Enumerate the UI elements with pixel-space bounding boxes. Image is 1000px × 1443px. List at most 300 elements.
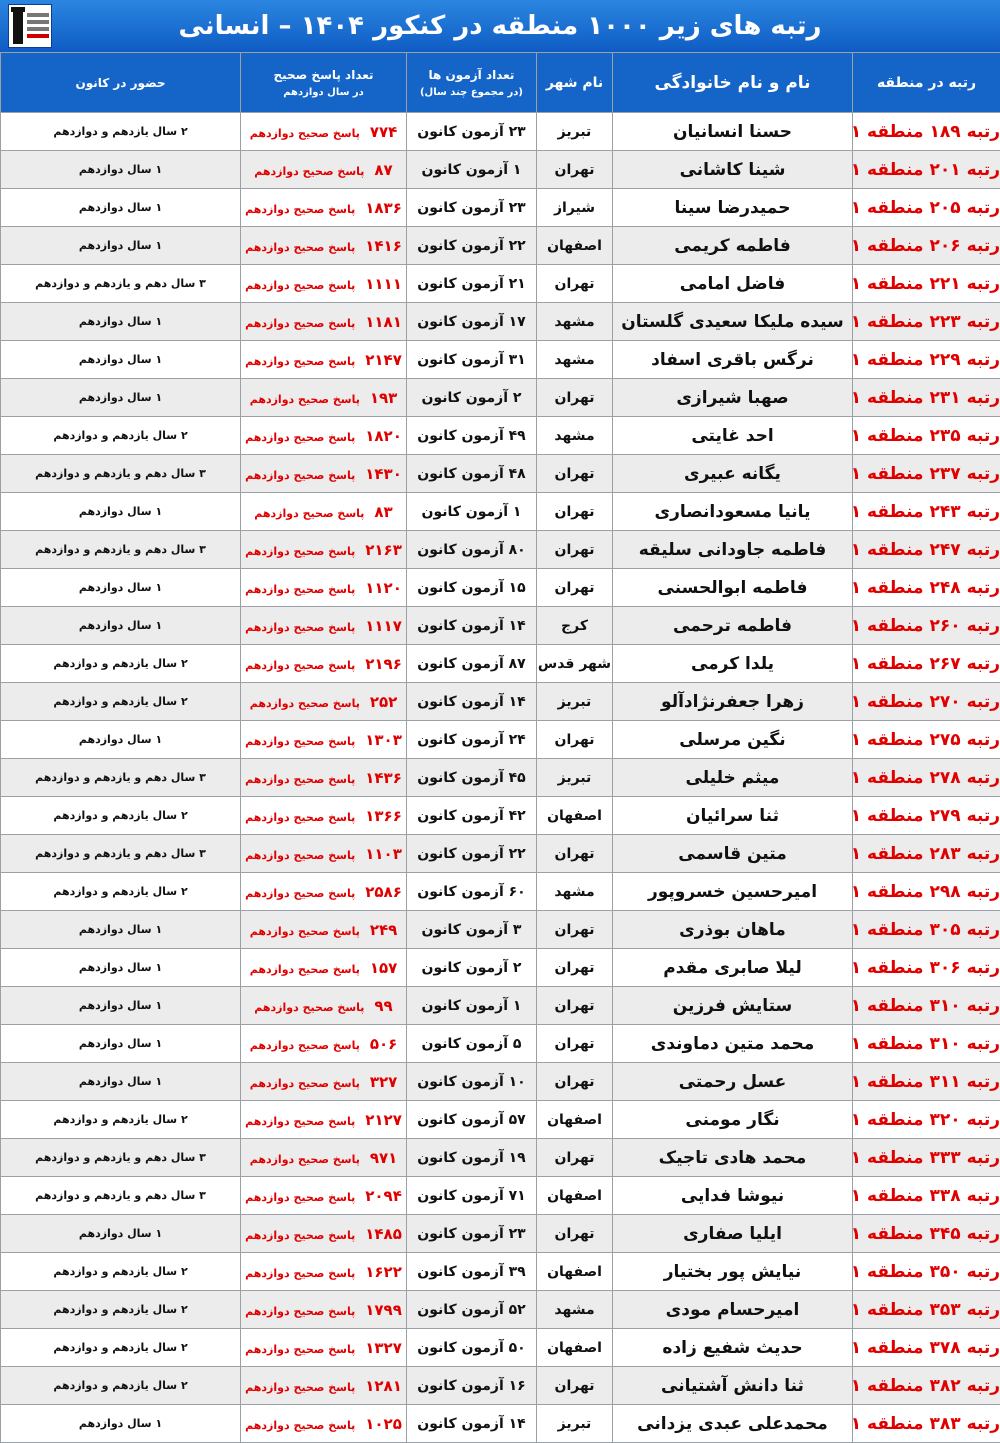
rank-cell: رتبه ۳۵۳ منطقه ۱ xyxy=(853,1291,1000,1329)
answers-count: ۲۱۶۳ xyxy=(365,541,402,559)
answers-label: پاسخ صحیح دوازدهم xyxy=(250,925,360,938)
answers-cell xyxy=(241,1291,407,1329)
city-cell: تهران xyxy=(537,493,613,531)
exams-cell: ۸۰ آزمون کانون xyxy=(407,531,537,569)
rank-cell: رتبه ۳۷۸ منطقه ۱ xyxy=(853,1329,1000,1367)
name-cell: نیوشا فدایی xyxy=(613,1177,853,1215)
city-cell: تهران xyxy=(537,721,613,759)
name-cell: محمدعلی عبدی یزدانی xyxy=(613,1405,853,1443)
answers-cell xyxy=(241,645,407,683)
presence-cell: ۱ سال دوازدهم xyxy=(1,493,241,531)
answers-count: ۱۲۸۱ xyxy=(365,1377,402,1395)
answers-count: ۱۱۰۳ xyxy=(365,845,402,863)
answers-count: ۹۹ xyxy=(374,997,392,1015)
presence-cell: ۱ سال دوازدهم xyxy=(1,1063,241,1101)
presence-cell: ۱ سال دوازدهم xyxy=(1,607,241,645)
table-row xyxy=(1,1139,1000,1177)
answers-label: پاسخ صحیح دوازدهم xyxy=(245,1343,355,1356)
header-rank: رتبه در منطقه xyxy=(853,53,1000,113)
name-cell: متین قاسمی xyxy=(613,835,853,873)
exams-cell: ۲۳ آزمون کانون xyxy=(407,189,537,227)
table-row xyxy=(1,873,1000,911)
city-cell: اصفهان xyxy=(537,1101,613,1139)
logo-figure xyxy=(13,10,23,44)
name-cell: محمد هادی تاجیک xyxy=(613,1139,853,1177)
exams-cell: ۲۳ آزمون کانون xyxy=(407,1215,537,1253)
answers-label: پاسخ صحیح دوازدهم xyxy=(245,545,355,558)
answers-count: ۱۱۲۰ xyxy=(365,579,402,597)
header-answers-sub: در سال دوازدهم xyxy=(241,85,406,101)
rank-cell: رتبه ۳۴۵ منطقه ۱ xyxy=(853,1215,1000,1253)
presence-cell: ۱ سال دوازدهم xyxy=(1,151,241,189)
name-cell: عسل رحمتی xyxy=(613,1063,853,1101)
answers-cell xyxy=(241,721,407,759)
rank-cell: رتبه ۳۲۰ منطقه ۱ xyxy=(853,1101,1000,1139)
exams-cell: ۱۴ آزمون کانون xyxy=(407,1405,537,1443)
answers-label: پاسخ صحیح دوازدهم xyxy=(250,127,360,140)
answers-label: پاسخ صحیح دوازدهم xyxy=(245,203,355,216)
presence-cell: ۳ سال دهم و یازدهم و دوازدهم xyxy=(1,531,241,569)
name-cell: یلدا کرمی xyxy=(613,645,853,683)
answers-label: پاسخ صحیح دوازدهم xyxy=(254,1001,364,1014)
rank-cell: رتبه ۲۲۹ منطقه ۱ xyxy=(853,341,1000,379)
city-cell: مشهد xyxy=(537,417,613,455)
table-row xyxy=(1,645,1000,683)
exams-cell: ۱ آزمون کانون xyxy=(407,987,537,1025)
presence-cell: ۱ سال دوازدهم xyxy=(1,949,241,987)
name-cell: فاطمه ترحمی xyxy=(613,607,853,645)
rank-cell: رتبه ۲۴۷ منطقه ۱ xyxy=(853,531,1000,569)
page-title: رتبه های زیر ۱۰۰۰ منطقه در کنکور ۱۴۰۴ – انسانی xyxy=(179,11,822,41)
exams-cell: ۱۵ آزمون کانون xyxy=(407,569,537,607)
name-cell: احد غایتی xyxy=(613,417,853,455)
rank-cell: رتبه ۲۷۰ منطقه ۱ xyxy=(853,683,1000,721)
city-cell: تبریز xyxy=(537,683,613,721)
table-row xyxy=(1,1405,1000,1443)
city-cell: اصفهان xyxy=(537,1253,613,1291)
name-cell: فاطمه ابوالحسنی xyxy=(613,569,853,607)
city-cell: تبریز xyxy=(537,1405,613,1443)
exams-cell: ۱۴ آزمون کانون xyxy=(407,607,537,645)
exams-cell: ۲۲ آزمون کانون xyxy=(407,227,537,265)
answers-cell xyxy=(241,341,407,379)
table-row xyxy=(1,607,1000,645)
answers-count: ۱۴۳۶ xyxy=(365,769,402,787)
exams-cell: ۲۳ آزمون کانون xyxy=(407,113,537,151)
header-answers xyxy=(241,53,407,113)
exams-cell: ۴۲ آزمون کانون xyxy=(407,797,537,835)
answers-label: پاسخ صحیح دوازدهم xyxy=(245,811,355,824)
presence-cell: ۳ سال دهم و یازدهم و دوازدهم xyxy=(1,759,241,797)
answers-label: پاسخ صحیح دوازدهم xyxy=(245,241,355,254)
table-row xyxy=(1,455,1000,493)
header-presence xyxy=(1,53,241,113)
name-cell: شینا کاشانی xyxy=(613,151,853,189)
answers-label: پاسخ صحیح دوازدهم xyxy=(245,279,355,292)
answers-label: پاسخ صحیح دوازدهم xyxy=(245,735,355,748)
header-presence-label: حضور در کانون xyxy=(1,73,240,93)
table-row xyxy=(1,759,1000,797)
exams-cell: ۴۸ آزمون کانون xyxy=(407,455,537,493)
city-cell: مشهد xyxy=(537,1291,613,1329)
exams-cell: ۱۰ آزمون کانون xyxy=(407,1063,537,1101)
presence-cell: ۲ سال یازدهم و دوازدهم xyxy=(1,873,241,911)
name-cell: ماهان بوذری xyxy=(613,911,853,949)
exams-cell: ۵ آزمون کانون xyxy=(407,1025,537,1063)
table-row xyxy=(1,1101,1000,1139)
name-cell: یانیا مسعودانصاری xyxy=(613,493,853,531)
rank-cell: رتبه ۲۶۷ منطقه ۱ xyxy=(853,645,1000,683)
rank-cell: رتبه ۱۸۹ منطقه ۱ xyxy=(853,113,1000,151)
answers-label: پاسخ صحیح دوازدهم xyxy=(250,393,360,406)
presence-cell: ۱ سال دوازدهم xyxy=(1,1215,241,1253)
rank-cell: رتبه ۳۱۱ منطقه ۱ xyxy=(853,1063,1000,1101)
table-row xyxy=(1,1063,1000,1101)
presence-cell: ۲ سال یازدهم و دوازدهم xyxy=(1,1253,241,1291)
table-row xyxy=(1,1329,1000,1367)
answers-count: ۲۵۲ xyxy=(370,693,397,711)
answers-cell xyxy=(241,227,407,265)
presence-cell: ۱ سال دوازدهم xyxy=(1,227,241,265)
answers-count: ۱۱۱۱ xyxy=(365,275,402,293)
answers-label: پاسخ صحیح دوازدهم xyxy=(245,583,355,596)
rank-cell: رتبه ۲۲۳ منطقه ۱ xyxy=(853,303,1000,341)
rank-cell: رتبه ۳۸۳ منطقه ۱ xyxy=(853,1405,1000,1443)
answers-count: ۱۸۲۰ xyxy=(365,427,402,445)
city-cell: تهران xyxy=(537,1063,613,1101)
name-cell: نگار مومنی xyxy=(613,1101,853,1139)
city-cell: تهران xyxy=(537,455,613,493)
presence-cell: ۲ سال یازدهم و دوازدهم xyxy=(1,113,241,151)
name-cell: حسنا انسانیان xyxy=(613,113,853,151)
rank-cell: رتبه ۳۳۸ منطقه ۱ xyxy=(853,1177,1000,1215)
answers-cell xyxy=(241,797,407,835)
answers-count: ۷۷۴ xyxy=(370,123,397,141)
rank-cell: رتبه ۲۷۹ منطقه ۱ xyxy=(853,797,1000,835)
answers-cell xyxy=(241,607,407,645)
table-row xyxy=(1,797,1000,835)
city-cell: تهران xyxy=(537,379,613,417)
exams-cell: ۱۶ آزمون کانون xyxy=(407,1367,537,1405)
table-row xyxy=(1,911,1000,949)
presence-cell: ۳ سال دهم و یازدهم و دوازدهم xyxy=(1,1139,241,1177)
city-cell: تهران xyxy=(537,949,613,987)
answers-count: ۱۶۲۲ xyxy=(365,1263,402,1281)
city-cell: مشهد xyxy=(537,873,613,911)
answers-cell xyxy=(241,1329,407,1367)
table-row xyxy=(1,417,1000,455)
exams-cell: ۱۹ آزمون کانون xyxy=(407,1139,537,1177)
table-row xyxy=(1,531,1000,569)
city-cell: تهران xyxy=(537,911,613,949)
exams-cell: ۵۰ آزمون کانون xyxy=(407,1329,537,1367)
answers-cell xyxy=(241,303,407,341)
rank-cell: رتبه ۲۲۱ منطقه ۱ xyxy=(853,265,1000,303)
presence-cell: ۱ سال دوازدهم xyxy=(1,1025,241,1063)
answers-cell xyxy=(241,987,407,1025)
answers-cell xyxy=(241,379,407,417)
presence-cell: ۳ سال دهم و یازدهم و دوازدهم xyxy=(1,1177,241,1215)
answers-label: پاسخ صحیح دوازدهم xyxy=(245,1267,355,1280)
table-row xyxy=(1,1291,1000,1329)
presence-cell: ۱ سال دوازدهم xyxy=(1,189,241,227)
rank-cell: رتبه ۳۰۵ منطقه ۱ xyxy=(853,911,1000,949)
answers-count: ۲۵۸۶ xyxy=(365,883,402,901)
presence-cell: ۱ سال دوازدهم xyxy=(1,379,241,417)
answers-cell xyxy=(241,1367,407,1405)
answers-cell xyxy=(241,1101,407,1139)
answers-count: ۱۵۷ xyxy=(370,959,397,977)
city-cell: تهران xyxy=(537,265,613,303)
rank-cell: رتبه ۲۳۱ منطقه ۱ xyxy=(853,379,1000,417)
answers-label: پاسخ صحیح دوازدهم xyxy=(245,1191,355,1204)
answers-cell xyxy=(241,1139,407,1177)
exams-cell: ۲ آزمون کانون xyxy=(407,949,537,987)
name-cell: ثنا دانش آشتیانی xyxy=(613,1367,853,1405)
answers-label: پاسخ صحیح دوازدهم xyxy=(254,165,364,178)
rank-cell: رتبه ۲۶۰ منطقه ۱ xyxy=(853,607,1000,645)
table-row xyxy=(1,341,1000,379)
answers-label: پاسخ صحیح دوازدهم xyxy=(245,849,355,862)
exams-cell: ۲۴ آزمون کانون xyxy=(407,721,537,759)
name-cell: زهرا جعفرنژادآلو xyxy=(613,683,853,721)
city-cell: مشهد xyxy=(537,341,613,379)
answers-count: ۲۱۹۶ xyxy=(365,655,402,673)
presence-cell: ۱ سال دوازدهم xyxy=(1,303,241,341)
exams-cell: ۲ آزمون کانون xyxy=(407,379,537,417)
exams-cell: ۲۱ آزمون کانون xyxy=(407,265,537,303)
answers-cell xyxy=(241,493,407,531)
table-row xyxy=(1,1367,1000,1405)
answers-count: ۱۷۹۹ xyxy=(365,1301,402,1319)
table-row xyxy=(1,227,1000,265)
answers-label: پاسخ صحیح دوازدهم xyxy=(245,773,355,786)
presence-cell: ۱ سال دوازدهم xyxy=(1,1405,241,1443)
title-bar xyxy=(0,0,1000,52)
header-exams-label: تعداد آزمون ها xyxy=(407,65,536,85)
name-cell: امیرحسین خسروپور xyxy=(613,873,853,911)
table-row xyxy=(1,683,1000,721)
rank-cell: رتبه ۳۰۶ منطقه ۱ xyxy=(853,949,1000,987)
presence-cell: ۱ سال دوازدهم xyxy=(1,987,241,1025)
answers-cell xyxy=(241,1405,407,1443)
rank-cell: رتبه ۳۳۳ منطقه ۱ xyxy=(853,1139,1000,1177)
answers-label: پاسخ صحیح دوازدهم xyxy=(250,1153,360,1166)
rank-cell: رتبه ۲۷۸ منطقه ۱ xyxy=(853,759,1000,797)
header-row xyxy=(1,53,1000,113)
exams-cell: ۵۷ آزمون کانون xyxy=(407,1101,537,1139)
table-row xyxy=(1,1177,1000,1215)
name-cell: ستایش فرزین xyxy=(613,987,853,1025)
answers-count: ۱۴۱۶ xyxy=(365,237,402,255)
exams-cell: ۳۱ آزمون کانون xyxy=(407,341,537,379)
rank-cell: رتبه ۲۳۷ منطقه ۱ xyxy=(853,455,1000,493)
exams-cell: ۱ آزمون کانون xyxy=(407,151,537,189)
answers-label: پاسخ صحیح دوازدهم xyxy=(250,697,360,710)
answers-label: پاسخ صحیح دوازدهم xyxy=(245,1115,355,1128)
city-cell: شیراز xyxy=(537,189,613,227)
answers-count: ۱۰۲۵ xyxy=(365,1415,402,1433)
presence-cell: ۳ سال دهم و یازدهم و دوازدهم xyxy=(1,455,241,493)
name-cell: ثنا سرائیان xyxy=(613,797,853,835)
answers-label: پاسخ صحیح دوازدهم xyxy=(245,431,355,444)
presence-cell: ۳ سال دهم و یازدهم و دوازدهم xyxy=(1,835,241,873)
answers-count: ۱۸۳۶ xyxy=(365,199,402,217)
answers-count: ۱۱۸۱ xyxy=(365,313,402,331)
answers-label: پاسخ صحیح دوازدهم xyxy=(245,355,355,368)
exams-cell: ۲۲ آزمون کانون xyxy=(407,835,537,873)
answers-cell xyxy=(241,683,407,721)
answers-cell xyxy=(241,911,407,949)
answers-cell xyxy=(241,949,407,987)
presence-cell: ۲ سال یازدهم و دوازدهم xyxy=(1,645,241,683)
city-cell: شهر قدس xyxy=(537,645,613,683)
exams-cell: ۱۴ آزمون کانون xyxy=(407,683,537,721)
rank-cell: رتبه ۲۷۵ منطقه ۱ xyxy=(853,721,1000,759)
city-cell: تهران xyxy=(537,835,613,873)
name-cell: امیرحسام مودی xyxy=(613,1291,853,1329)
rank-cell: رتبه ۳۸۲ منطقه ۱ xyxy=(853,1367,1000,1405)
name-cell: حدیث شفیع زاده xyxy=(613,1329,853,1367)
presence-cell: ۱ سال دوازدهم xyxy=(1,721,241,759)
table-row xyxy=(1,113,1000,151)
answers-cell xyxy=(241,455,407,493)
answers-label: پاسخ صحیح دوازدهم xyxy=(245,469,355,482)
header-exams-sub: (در مجموع چند سال) xyxy=(407,85,536,101)
name-cell: نرگس باقری اسفاد xyxy=(613,341,853,379)
exams-cell: ۸۷ آزمون کانون xyxy=(407,645,537,683)
answers-label: پاسخ صحیح دوازدهم xyxy=(245,887,355,900)
answers-cell xyxy=(241,1063,407,1101)
presence-cell: ۳ سال دهم و یازدهم و دوازدهم xyxy=(1,265,241,303)
city-cell: تهران xyxy=(537,531,613,569)
answers-count: ۲۱۴۷ xyxy=(365,351,402,369)
table-row xyxy=(1,1253,1000,1291)
name-cell: میثم خلیلی xyxy=(613,759,853,797)
presence-cell: ۱ سال دوازدهم xyxy=(1,341,241,379)
city-cell: مشهد xyxy=(537,303,613,341)
answers-label: پاسخ صحیح دوازدهم xyxy=(245,1381,355,1394)
city-cell: تبریز xyxy=(537,759,613,797)
rank-cell: رتبه ۲۸۳ منطقه ۱ xyxy=(853,835,1000,873)
answers-cell xyxy=(241,873,407,911)
kanoon-logo xyxy=(8,4,52,48)
presence-cell: ۲ سال یازدهم و دوازدهم xyxy=(1,683,241,721)
rank-cell: رتبه ۲۰۶ منطقه ۱ xyxy=(853,227,1000,265)
answers-cell xyxy=(241,1215,407,1253)
name-cell: محمد متین دماوندی xyxy=(613,1025,853,1063)
exams-cell: ۴۹ آزمون کانون xyxy=(407,417,537,455)
answers-label: پاسخ صحیح دوازدهم xyxy=(245,659,355,672)
answers-count: ۱۴۳۰ xyxy=(365,465,402,483)
table-row xyxy=(1,303,1000,341)
answers-cell xyxy=(241,1025,407,1063)
answers-count: ۳۲۷ xyxy=(370,1073,397,1091)
city-cell: تبریز xyxy=(537,113,613,151)
name-cell: حمیدرضا سینا xyxy=(613,189,853,227)
rank-cell: رتبه ۳۱۰ منطقه ۱ xyxy=(853,987,1000,1025)
name-cell: فاضل امامی xyxy=(613,265,853,303)
answers-count: ۱۳۲۷ xyxy=(365,1339,402,1357)
rank-cell: رتبه ۲۰۱ منطقه ۱ xyxy=(853,151,1000,189)
city-cell: تهران xyxy=(537,1139,613,1177)
name-cell: لیلا صابری مقدم xyxy=(613,949,853,987)
header-name: نام و نام خانوادگی xyxy=(613,53,853,113)
city-cell: تهران xyxy=(537,1215,613,1253)
exams-cell: ۳۹ آزمون کانون xyxy=(407,1253,537,1291)
answers-count: ۸۳ xyxy=(374,503,392,521)
city-cell: تهران xyxy=(537,987,613,1025)
city-cell: اصفهان xyxy=(537,797,613,835)
answers-count: ۸۷ xyxy=(374,161,392,179)
exams-cell: ۳ آزمون کانون xyxy=(407,911,537,949)
name-cell: یگانه عبیری xyxy=(613,455,853,493)
answers-label: پاسخ صحیح دوازدهم xyxy=(250,963,360,976)
answers-label: پاسخ صحیح دوازدهم xyxy=(254,507,364,520)
table-row xyxy=(1,189,1000,227)
table-row xyxy=(1,493,1000,531)
rank-cell: رتبه ۲۰۵ منطقه ۱ xyxy=(853,189,1000,227)
rank-cell: رتبه ۲۳۵ منطقه ۱ xyxy=(853,417,1000,455)
rank-cell: رتبه ۲۴۸ منطقه ۱ xyxy=(853,569,1000,607)
answers-count: ۱۹۳ xyxy=(370,389,397,407)
presence-cell: ۲ سال یازدهم و دوازدهم xyxy=(1,1367,241,1405)
name-cell: ایلیا صفاری xyxy=(613,1215,853,1253)
exams-cell: ۶۰ آزمون کانون xyxy=(407,873,537,911)
answers-cell xyxy=(241,189,407,227)
answers-count: ۲۴۹ xyxy=(370,921,397,939)
exams-cell: ۱ آزمون کانون xyxy=(407,493,537,531)
exams-cell: ۷۱ آزمون کانون xyxy=(407,1177,537,1215)
presence-cell: ۱ سال دوازدهم xyxy=(1,911,241,949)
answers-label: پاسخ صحیح دوازدهم xyxy=(245,1229,355,1242)
city-cell: تهران xyxy=(537,1367,613,1405)
answers-label: پاسخ صحیح دوازدهم xyxy=(245,1419,355,1432)
table-row xyxy=(1,1215,1000,1253)
answers-count: ۱۳۰۳ xyxy=(365,731,402,749)
answers-count: ۵۰۶ xyxy=(370,1035,397,1053)
answers-label: پاسخ صحیح دوازدهم xyxy=(245,1305,355,1318)
city-cell: تهران xyxy=(537,1025,613,1063)
header-city: نام شهر xyxy=(537,53,613,113)
presence-cell: ۲ سال یازدهم و دوازدهم xyxy=(1,797,241,835)
exams-cell: ۱۷ آزمون کانون xyxy=(407,303,537,341)
table-row xyxy=(1,265,1000,303)
city-cell: اصفهان xyxy=(537,1329,613,1367)
name-cell: فاطمه جاودانی سلیقه xyxy=(613,531,853,569)
presence-cell: ۲ سال یازدهم و دوازدهم xyxy=(1,1101,241,1139)
presence-cell: ۲ سال یازدهم و دوازدهم xyxy=(1,417,241,455)
city-cell: کرج xyxy=(537,607,613,645)
answers-count: ۹۷۱ xyxy=(370,1149,397,1167)
exams-cell: ۵۲ آزمون کانون xyxy=(407,1291,537,1329)
answers-label: پاسخ صحیح دوازدهم xyxy=(245,621,355,634)
answers-count: ۲۱۲۷ xyxy=(365,1111,402,1129)
city-cell: اصفهان xyxy=(537,227,613,265)
presence-cell: ۲ سال یازدهم و دوازدهم xyxy=(1,1329,241,1367)
answers-label: پاسخ صحیح دوازدهم xyxy=(250,1039,360,1052)
answers-label: پاسخ صحیح دوازدهم xyxy=(250,1077,360,1090)
answers-cell xyxy=(241,759,407,797)
answers-cell xyxy=(241,835,407,873)
answers-cell xyxy=(241,151,407,189)
rank-cell: رتبه ۳۵۰ منطقه ۱ xyxy=(853,1253,1000,1291)
city-cell: تهران xyxy=(537,151,613,189)
answers-cell xyxy=(241,1253,407,1291)
rank-cell: رتبه ۳۱۰ منطقه ۱ xyxy=(853,1025,1000,1063)
answers-count: ۱۴۸۵ xyxy=(365,1225,402,1243)
answers-cell xyxy=(241,417,407,455)
